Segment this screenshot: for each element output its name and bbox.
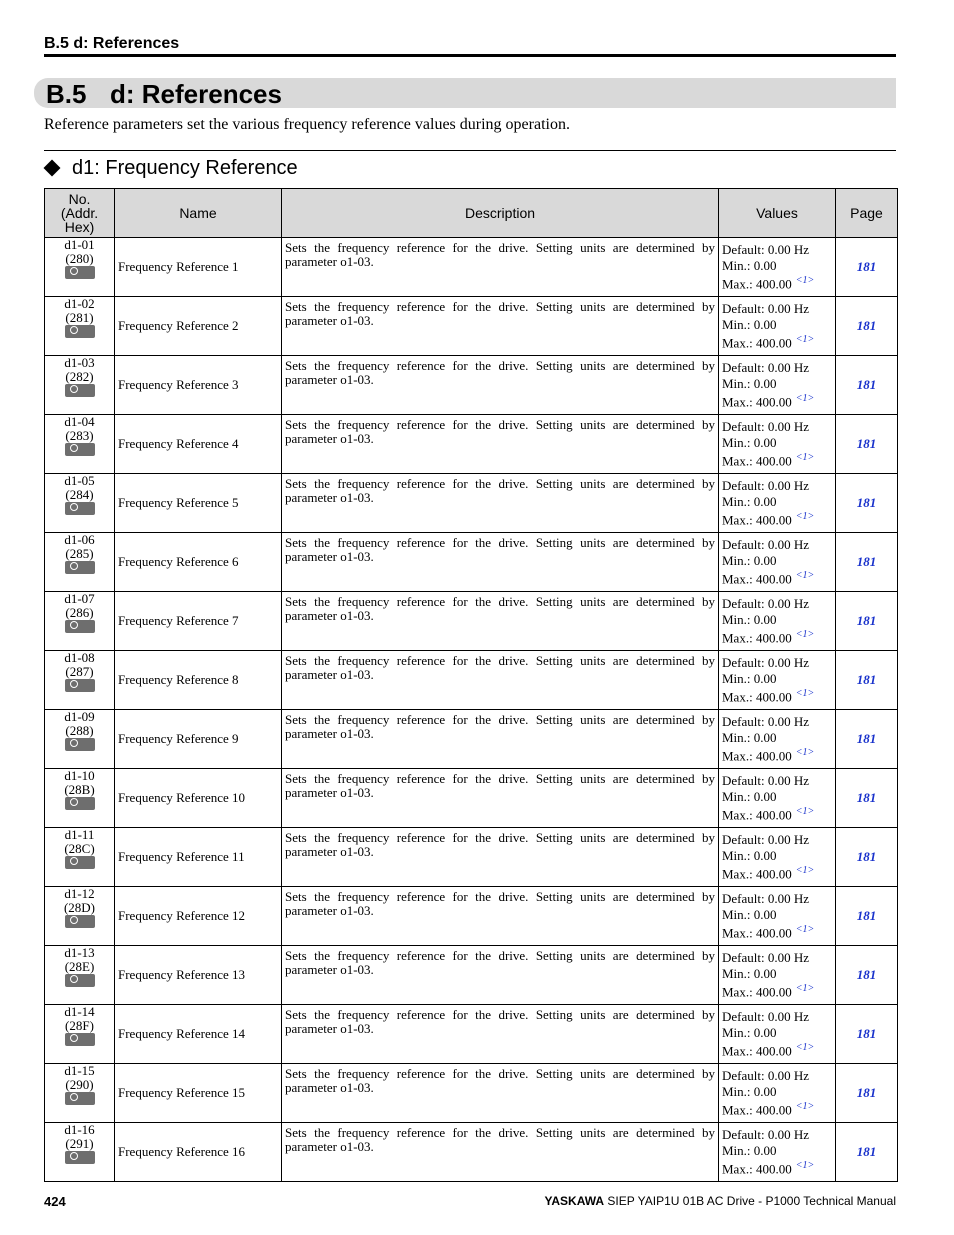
value-min: Min.: 0.00: [722, 670, 777, 686]
cell-values: [719, 533, 836, 592]
parameter-number: d1-07: [64, 591, 95, 606]
page-link[interactable]: 181: [856, 849, 877, 864]
table-row: [45, 828, 898, 887]
parameter-address: (282): [65, 369, 94, 384]
cell-values: [719, 1005, 836, 1064]
cell-name: Frequency Reference 4: [115, 415, 282, 474]
value-min: Min.: 0.00: [722, 257, 777, 273]
value-max: Max.: 400.00: [722, 925, 792, 941]
cell-name: Frequency Reference 10: [115, 769, 282, 828]
page-link[interactable]: 181: [856, 731, 877, 746]
table-row: [45, 592, 898, 651]
value-max: Max.: 400.00: [722, 1161, 792, 1177]
value-min: Min.: 0.00: [722, 1142, 777, 1158]
cell-description: Sets the frequency reference for the drive. Setting units are determined by parameter o1-03.: [282, 592, 719, 651]
parameter-number: d1-09: [64, 709, 95, 724]
value-max: Max.: 400.00: [722, 335, 792, 351]
value-max-line: [722, 568, 835, 587]
intro-paragraph: Reference parameters set the various frequency reference values during operation.: [44, 116, 570, 133]
cell-values: [719, 415, 836, 474]
footer-manual: SIEP YAIP1U 01B AC Drive - P1000 Technical Manual: [607, 1194, 896, 1208]
footnote-link[interactable]: <1>: [795, 393, 815, 404]
value-max: Max.: 400.00: [722, 866, 792, 882]
value-max-line: [722, 1099, 835, 1118]
run-icon-label: RUN: [64, 1167, 80, 1174]
footnote-link[interactable]: <1>: [795, 570, 815, 581]
value-max: Max.: 400.00: [722, 689, 792, 705]
value-max: Max.: 400.00: [722, 276, 792, 292]
cell-page: [836, 474, 898, 533]
cell-name: Frequency Reference 12: [115, 887, 282, 946]
page-link[interactable]: 181: [856, 1085, 877, 1100]
cell-name: Frequency Reference 11: [115, 828, 282, 887]
cell-description: Sets the frequency reference for the drive. Setting units are determined by parameter o1-03.: [282, 1123, 719, 1182]
table-row: [45, 533, 898, 592]
page-link[interactable]: 181: [856, 318, 877, 333]
cell-page: [836, 238, 898, 297]
cell-name: Frequency Reference 5: [115, 474, 282, 533]
value-max-line: [722, 745, 835, 764]
cell-description: Sets the frequency reference for the drive. Setting units are determined by parameter o1-03.: [282, 1005, 719, 1064]
cell-values: [719, 1123, 836, 1182]
value-min: Min.: 0.00: [722, 375, 777, 391]
run-icon-label: RUN: [64, 400, 80, 407]
table-row: [45, 946, 898, 1005]
value-default: Default: 0.00 Hz: [722, 832, 810, 847]
run-icon: [64, 915, 95, 938]
value-min: Min.: 0.00: [722, 1024, 777, 1040]
value-max: Max.: 400.00: [722, 453, 792, 469]
cell-values: [719, 651, 836, 710]
cell-values: [719, 887, 836, 946]
header-page: Page: [836, 189, 898, 238]
cell-no: [45, 828, 115, 887]
value-max-line: [722, 450, 835, 469]
value-default: Default: 0.00 Hz: [722, 478, 810, 493]
value-max-line: [722, 804, 835, 823]
parameter-address: (287): [65, 664, 94, 679]
footnote-link[interactable]: <1>: [795, 275, 815, 286]
cell-description: Sets the frequency reference for the drive. Setting units are determined by parameter o1-03.: [282, 710, 719, 769]
parameter-number: d1-12: [64, 886, 95, 901]
run-icon: [64, 679, 95, 702]
cell-description: Sets the frequency reference for the drive. Setting units are determined by parameter o1-03.: [282, 769, 719, 828]
footnote-link[interactable]: <1>: [795, 924, 815, 935]
table-row: [45, 887, 898, 946]
cell-values: [719, 828, 836, 887]
parameter-number: d1-13: [64, 945, 95, 960]
value-max-line: [722, 686, 835, 705]
parameter-address: (291): [65, 1136, 94, 1151]
parameter-address: (286): [65, 605, 94, 620]
running-header: B.5 d: References: [44, 35, 180, 52]
footer-brand: YASKAWA: [544, 1194, 605, 1208]
cell-values: [719, 592, 836, 651]
cell-no: [45, 297, 115, 356]
parameter-number: d1-16: [64, 1122, 95, 1137]
cell-values: [719, 356, 836, 415]
cell-description: Sets the frequency reference for the drive. Setting units are determined by parameter o1-03.: [282, 887, 719, 946]
cell-page: [836, 710, 898, 769]
run-icon: [64, 1092, 95, 1115]
table-row: [45, 297, 898, 356]
value-default: Default: 0.00 Hz: [722, 773, 810, 788]
value-min: Min.: 0.00: [722, 847, 777, 863]
value-max-line: [722, 273, 835, 292]
parameter-address: (28C): [64, 841, 95, 856]
parameter-address: (280): [65, 251, 94, 266]
cell-page: [836, 415, 898, 474]
subsection-title: d1: Frequency Reference: [72, 157, 298, 179]
value-default: Default: 0.00 Hz: [722, 360, 810, 375]
cell-name: Frequency Reference 6: [115, 533, 282, 592]
run-icon-label: RUN: [64, 1049, 80, 1056]
run-icon: [64, 1151, 95, 1174]
footnote-link[interactable]: <1>: [795, 629, 815, 640]
parameter-address: (28E): [64, 959, 95, 974]
value-min: Min.: 0.00: [722, 1083, 777, 1099]
cell-name: Frequency Reference 14: [115, 1005, 282, 1064]
cell-page: [836, 356, 898, 415]
cell-page: [836, 1005, 898, 1064]
value-default: Default: 0.00 Hz: [722, 596, 810, 611]
parameter-number: d1-06: [64, 532, 95, 547]
footnote-link[interactable]: <1>: [795, 688, 815, 699]
table-row: [45, 1123, 898, 1182]
run-icon-label: RUN: [64, 813, 80, 820]
diamond-bullet-icon: [44, 159, 61, 176]
cell-no: [45, 1064, 115, 1123]
parameter-address: (28F): [65, 1018, 94, 1033]
run-icon-label: RUN: [64, 459, 80, 466]
value-max: Max.: 400.00: [722, 512, 792, 528]
cell-page: [836, 887, 898, 946]
cell-name: Frequency Reference 15: [115, 1064, 282, 1123]
value-default: Default: 0.00 Hz: [722, 537, 810, 552]
cell-values: [719, 946, 836, 1005]
parameter-address: (285): [65, 546, 94, 561]
value-default: Default: 0.00 Hz: [722, 419, 810, 434]
run-icon-label: RUN: [64, 636, 80, 643]
value-max-line: [722, 981, 835, 1000]
table-row: [45, 769, 898, 828]
cell-no: [45, 887, 115, 946]
cell-page: [836, 533, 898, 592]
header-no-line3: Hex): [64, 219, 95, 235]
footer-manual-title: [544, 1194, 896, 1208]
parameter-address: (288): [65, 723, 94, 738]
parameter-number: d1-01: [64, 237, 95, 252]
value-default: Default: 0.00 Hz: [722, 1068, 810, 1083]
run-icon-label: RUN: [64, 990, 80, 997]
table-row: [45, 1005, 898, 1064]
value-max: Max.: 400.00: [722, 1102, 792, 1118]
cell-no: [45, 415, 115, 474]
parameter-address: (281): [65, 310, 94, 325]
parameter-number: d1-14: [64, 1004, 95, 1019]
parameter-address: (290): [65, 1077, 94, 1092]
section-number: B.5: [46, 79, 87, 109]
cell-page: [836, 651, 898, 710]
value-min: Min.: 0.00: [722, 552, 777, 568]
run-icon: [64, 1033, 95, 1056]
page-link[interactable]: 181: [856, 672, 877, 687]
value-default: Default: 0.00 Hz: [722, 655, 810, 670]
cell-values: [719, 297, 836, 356]
section-title: [46, 79, 282, 109]
value-min: Min.: 0.00: [722, 316, 777, 332]
value-max: Max.: 400.00: [722, 748, 792, 764]
run-icon: [64, 738, 95, 761]
cell-description: Sets the frequency reference for the drive. Setting units are determined by parameter o1-03.: [282, 238, 719, 297]
parameter-table: [44, 188, 898, 1182]
cell-page: [836, 297, 898, 356]
footnote-link[interactable]: <1>: [795, 747, 815, 758]
footnote-link[interactable]: <1>: [795, 1101, 815, 1112]
parameter-number: d1-05: [64, 473, 95, 488]
page-link[interactable]: 181: [856, 967, 877, 982]
cell-description: Sets the frequency reference for the drive. Setting units are determined by parameter o1-03.: [282, 474, 719, 533]
intro-rule: [44, 150, 896, 151]
run-icon: [64, 561, 95, 584]
cell-description: Sets the frequency reference for the drive. Setting units are determined by parameter o1-03.: [282, 1064, 719, 1123]
value-max: Max.: 400.00: [722, 394, 792, 410]
cell-description: Sets the frequency reference for the drive. Setting units are determined by parameter o1-03.: [282, 356, 719, 415]
footnote-link[interactable]: <1>: [795, 865, 815, 876]
run-icon: [64, 620, 95, 643]
value-default: Default: 0.00 Hz: [722, 1009, 810, 1024]
value-max-line: [722, 332, 835, 351]
cell-values: [719, 710, 836, 769]
value-min: Min.: 0.00: [722, 611, 777, 627]
page-link[interactable]: 181: [856, 377, 877, 392]
run-icon-label: RUN: [64, 931, 80, 938]
table-row: [45, 474, 898, 533]
cell-values: [719, 238, 836, 297]
page-link[interactable]: 181: [856, 554, 877, 569]
cell-name: Frequency Reference 9: [115, 710, 282, 769]
cell-page: [836, 1123, 898, 1182]
cell-no: [45, 356, 115, 415]
footnote-link[interactable]: <1>: [795, 1160, 815, 1171]
value-default: Default: 0.00 Hz: [722, 242, 810, 257]
value-default: Default: 0.00 Hz: [722, 301, 810, 316]
cell-name: Frequency Reference 3: [115, 356, 282, 415]
run-icon: [64, 797, 95, 820]
cell-description: Sets the frequency reference for the drive. Setting units are determined by parameter o1-03.: [282, 651, 719, 710]
footnote-link[interactable]: <1>: [795, 1042, 815, 1053]
cell-description: Sets the frequency reference for the drive. Setting units are determined by parameter o1-03.: [282, 828, 719, 887]
cell-page: [836, 828, 898, 887]
page-link[interactable]: 181: [856, 613, 877, 628]
value-max: Max.: 400.00: [722, 807, 792, 823]
run-icon: [64, 266, 95, 289]
value-min: Min.: 0.00: [722, 906, 777, 922]
run-icon-label: RUN: [64, 695, 80, 702]
run-icon-label: RUN: [64, 1108, 80, 1115]
header-no-line2: (Addr.: [60, 205, 99, 221]
header-values: Values: [719, 189, 836, 238]
parameter-address: (283): [65, 428, 94, 443]
parameter-number: d1-02: [64, 296, 95, 311]
value-max-line: [722, 627, 835, 646]
cell-name: Frequency Reference 2: [115, 297, 282, 356]
table-row: [45, 651, 898, 710]
value-min: Min.: 0.00: [722, 729, 777, 745]
run-icon: [64, 384, 95, 407]
cell-name: Frequency Reference 1: [115, 238, 282, 297]
value-max: Max.: 400.00: [722, 984, 792, 1000]
cell-description: Sets the frequency reference for the drive. Setting units are determined by parameter o1-03.: [282, 297, 719, 356]
value-max: Max.: 400.00: [722, 1043, 792, 1059]
parameter-address: (28B): [64, 782, 95, 797]
page-link[interactable]: 181: [856, 495, 877, 510]
value-default: Default: 0.00 Hz: [722, 714, 810, 729]
cell-name: Frequency Reference 8: [115, 651, 282, 710]
cell-no: [45, 651, 115, 710]
footnote-link[interactable]: <1>: [795, 806, 815, 817]
cell-description: Sets the frequency reference for the drive. Setting units are determined by parameter o1-03.: [282, 946, 719, 1005]
table-header-row: [45, 189, 898, 238]
cell-name: Frequency Reference 16: [115, 1123, 282, 1182]
run-icon-label: RUN: [64, 341, 80, 348]
value-default: Default: 0.00 Hz: [722, 950, 810, 965]
value-min: Min.: 0.00: [722, 965, 777, 981]
page-link[interactable]: 181: [856, 1026, 877, 1041]
table-row: [45, 238, 898, 297]
parameter-number: d1-15: [64, 1063, 95, 1078]
cell-no: [45, 769, 115, 828]
footnote-link[interactable]: <1>: [795, 334, 815, 345]
page-link[interactable]: 181: [856, 259, 877, 274]
cell-page: [836, 769, 898, 828]
run-icon: [64, 325, 95, 348]
table-row: [45, 415, 898, 474]
run-icon-label: RUN: [64, 872, 80, 879]
cell-description: Sets the frequency reference for the drive. Setting units are determined by parameter o1-03.: [282, 533, 719, 592]
page-link[interactable]: 181: [856, 790, 877, 805]
parameter-address: (284): [65, 487, 94, 502]
cell-no: [45, 946, 115, 1005]
value-max-line: [722, 1158, 835, 1177]
parameter-number: d1-08: [64, 650, 95, 665]
cell-page: [836, 1064, 898, 1123]
cell-no: [45, 1123, 115, 1182]
value-min: Min.: 0.00: [722, 788, 777, 804]
footnote-link[interactable]: <1>: [795, 452, 815, 463]
value-min: Min.: 0.00: [722, 493, 777, 509]
section-name: d: References: [110, 79, 282, 109]
cell-values: [719, 769, 836, 828]
page-link[interactable]: 181: [856, 1144, 877, 1159]
footnote-link[interactable]: <1>: [795, 983, 815, 994]
cell-page: [836, 592, 898, 651]
cell-name: Frequency Reference 7: [115, 592, 282, 651]
header-no: [45, 189, 115, 238]
value-max-line: [722, 922, 835, 941]
table-row: [45, 710, 898, 769]
value-max-line: [722, 509, 835, 528]
parameter-number: d1-04: [64, 414, 95, 429]
footer-page-number: 424: [44, 1194, 66, 1209]
page-link[interactable]: 181: [856, 436, 877, 451]
value-min: Min.: 0.00: [722, 434, 777, 450]
value-max: Max.: 400.00: [722, 630, 792, 646]
value-max-line: [722, 391, 835, 410]
cell-values: [719, 474, 836, 533]
run-icon-label: RUN: [64, 754, 80, 761]
value-max-line: [722, 1040, 835, 1059]
cell-no: [45, 474, 115, 533]
parameter-number: d1-10: [64, 768, 95, 783]
table-row: [45, 1064, 898, 1123]
cell-name: Frequency Reference 13: [115, 946, 282, 1005]
table-row: [45, 356, 898, 415]
value-default: Default: 0.00 Hz: [722, 891, 810, 906]
value-max: Max.: 400.00: [722, 571, 792, 587]
cell-no: [45, 533, 115, 592]
run-icon-label: RUN: [64, 282, 80, 289]
run-icon-label: RUN: [64, 577, 80, 584]
run-icon: [64, 974, 95, 997]
value-default: Default: 0.00 Hz: [722, 1127, 810, 1142]
parameter-number: d1-03: [64, 355, 95, 370]
cell-no: [45, 238, 115, 297]
header-no-line1: No.: [68, 191, 91, 207]
parameter-number: d1-11: [64, 827, 95, 842]
footnote-link[interactable]: <1>: [795, 511, 815, 522]
cell-values: [719, 1064, 836, 1123]
cell-no: [45, 592, 115, 651]
run-icon: [64, 443, 95, 466]
cell-page: [836, 946, 898, 1005]
value-max-line: [722, 863, 835, 882]
subsection-heading: [44, 155, 298, 181]
run-icon: [64, 856, 95, 879]
header-name: Name: [115, 189, 282, 238]
parameter-address: (28D): [63, 900, 96, 915]
run-icon-label: RUN: [64, 518, 80, 525]
cell-description: Sets the frequency reference for the drive. Setting units are determined by parameter o1-03.: [282, 415, 719, 474]
header-rule: [44, 54, 896, 57]
cell-no: [45, 710, 115, 769]
page-link[interactable]: 181: [856, 908, 877, 923]
cell-no: [45, 1005, 115, 1064]
run-icon: [64, 502, 95, 525]
header-description: Description: [282, 189, 719, 238]
